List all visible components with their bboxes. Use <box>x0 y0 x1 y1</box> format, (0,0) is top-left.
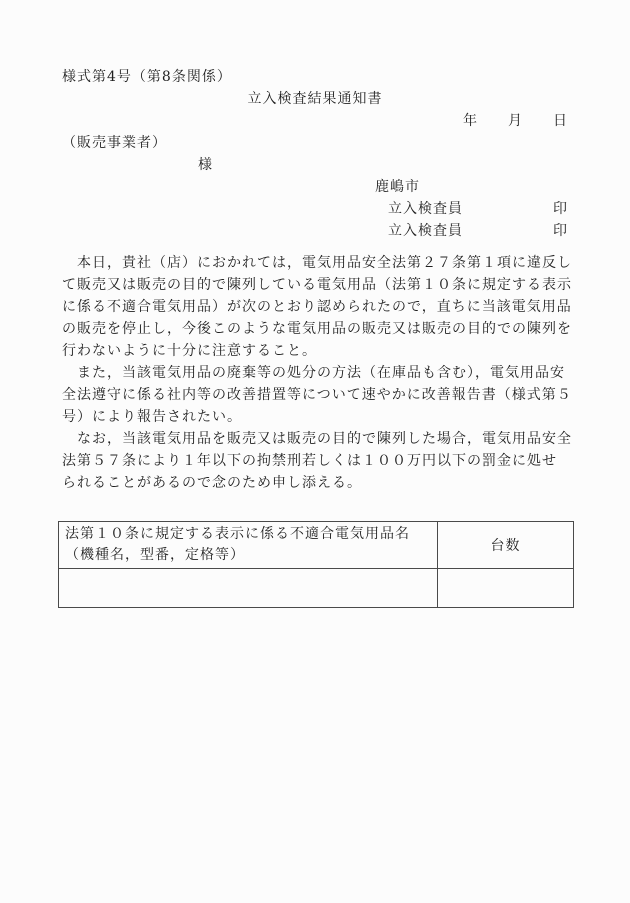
product-name-header <box>59 522 438 569</box>
body-line: の販売を停止し，今後このような電気用品の販売又は販売の目的での陳列を <box>62 321 572 337</box>
inspector-row <box>388 198 568 220</box>
addressee-type: （販売事業者） <box>62 135 167 151</box>
body-line: 号）により報告されたい。 <box>62 409 242 425</box>
issuer-city: 鹿嶋市 <box>375 179 420 195</box>
inspector-row <box>388 220 568 242</box>
body-line: 本日，貴社（店）におかれては，電気用品安全法第２７条第１項に違反し <box>62 255 572 271</box>
product-name-header-line2: （機種名，型番，定格等） <box>65 547 245 563</box>
paragraph-penalty <box>62 428 572 494</box>
seal-placeholder: 印 <box>553 201 568 217</box>
quantity-cell <box>438 569 574 608</box>
table-row <box>59 569 574 608</box>
body-line: に係る不適合電気用品）が次のとおり認められたので，直ちに当該電気用品 <box>62 299 572 315</box>
notice-body <box>62 252 572 494</box>
table-header-row <box>59 522 574 569</box>
document-title: 立入検査結果通知書 <box>247 91 383 107</box>
addressee-honorific: 様 <box>198 157 213 173</box>
seal-placeholder: 印 <box>553 223 568 239</box>
body-line: 法第５７条により１年以下の拘禁刑若しくは１００万円以下の罰金に処せ <box>62 453 557 469</box>
noncompliant-products-table <box>58 521 574 608</box>
quantity-header: 台数 <box>438 522 574 569</box>
body-line: て販売又は販売の目的で陳列している電気用品（法第１０条に規定する表示 <box>62 277 572 293</box>
paragraph-violation <box>62 252 572 362</box>
date-line: 年 月 日 <box>463 113 568 129</box>
inspector-label: 立入検査員 <box>388 201 463 217</box>
body-line: なお，当該電気用品を販売又は販売の目的で陳列した場合，電気用品安全 <box>62 431 572 447</box>
inspector-label: 立入検査員 <box>388 223 463 239</box>
body-line: 行わないように十分に注意すること。 <box>62 343 317 359</box>
body-line: られることがあるので念のため申し添える。 <box>62 475 362 491</box>
body-line: また，当該電気用品の廃棄等の処分の方法（在庫品も含む），電気用品安 <box>62 365 565 381</box>
product-name-header-line1: 法第１０条に規定する表示に係る不適合電気用品名 <box>65 526 410 542</box>
document-content <box>62 66 572 608</box>
paragraph-disposal <box>62 362 572 428</box>
body-line: 全法遵守に係る社内等の改善措置等について速やかに改善報告書（様式第５ <box>62 387 572 403</box>
product-name-cell <box>59 569 438 608</box>
form-number: 様式第4号（第8条関係） <box>62 69 232 85</box>
